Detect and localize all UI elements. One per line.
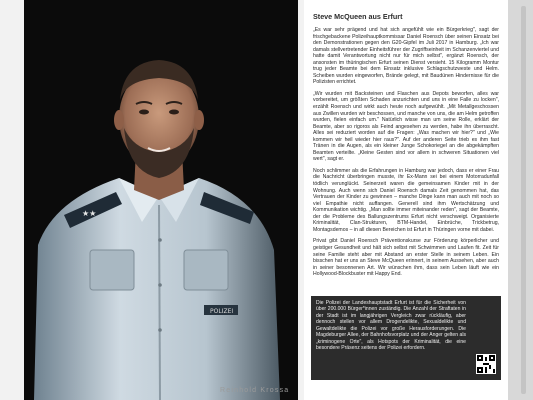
article-paragraph-3: Noch schlimmer als die Erfahrungen in Hamburg war jedoch, dass er einer Frau die Nachricht überbringen musste, ihr Ex-Mann sei bei einem Motorradunfall tödlich verunglückt. Seinerzeit waren die gemeinsamen Kinder mit in der Wohnung. Auch wenn sich Daniel Roensch damals Zeit genommen hat, das Vertrauen der Kinder zu gewinnen – manche Dinge kann man auch mit noch so viel Empathie nicht auffangen. Generell sind ihm Wertschätzung und Kommunikation wichtig. „Man sollte immer miteinander reden", sagt der Beamte, der die Probleme des Ballungszentrums Erfurt nicht verschweigt. Organisierte Kriminalität, Clan-Strukturen, BTM-Handel, Einbrüche, Trickbetrug, Montagsdemos – in all diesen Bereichen ist Erfurt in Thüringen vorne mit dabei. xyxy=(313,167,499,233)
portrait-illustration xyxy=(24,0,298,400)
article-paragraph-2: „Wir wurden mit Backsteinen und Flaschen aus Depots beworfen, alles war vorbereitet, um größten Schaden anzurichten und uns in eine Falle zu locken", erzählt Roensch und wirkt auch heute noch aufgewühlt. „Mit Metallgeschossen aus Zwillen wurden wir beschossen, und manche von uns, die am Helm getroffen wurden, fielen einfach um." Natürlich wisse man um seine Rolle, erklärt der Beamte, aber so rigoros als Feind angesehen zu werden, habe ihn überrascht. Alles sei reduziert worden auf die Fragen: „Was machen wir hier?" und „Wie kommen wir heil wieder hier raus?". Auf der anderen Seite trieb es ihm fast Tränen in die Augen, als ein kleiner Junge Schokoriegel an die abgekämpften Beamten verteilte. „Kleine Gesten sind vor allem in schweren Situationen viel wert", sagt er. xyxy=(313,90,499,163)
info-box xyxy=(311,296,501,380)
article-paragraph-1: „Es war sehr prägend und hat sich angefühlt wie ein Bürgerkrieg", sagt der frischgebackene Polizeihauptkommissar Daniel Roensch über seinen Einsatz bei den Demonstrationen gegen den G20-Gipfel im Juli 2017 in Hamburg. „Ich war damals stellvertretender Einheitsführer der Zugriffseinheit im Schanzenviertel und hatte damit Verantwortung nicht nur für mich selbst", ergänzt Roensch, der ansonsten im thüringischen Erfurt seinen Dienst versieht. 15 Kilogramm Montur trug jeder Beamte bei dem Einsatz inklusive Schlagschutzweste und Helm. Scheiben wurden eingeworfen, Brände gelegt, mit Baudünen Hindernisse für die Polizisten errichtet. xyxy=(313,27,499,86)
article-paragraph-4: Privat gibt Daniel Roensch Präventionskurse zur Förderung körperlicher und geistiger Gesundheit und hält sich selbst mit Schwimmen und Laufen fit. Zeit für seine Familie steht aber mit Abstand an erster Stelle in seinem Leben. Ein bisschen hat er uns an Steve McQueen erinnert, in seinem Aussehen, aber auch in seiner besonnenen Art. Wir wünschen ihm, dass sein Leben läuft wie ein Hollywood-Blockbuster mit Happy End. xyxy=(313,238,499,278)
qr-code-icon[interactable] xyxy=(476,354,496,374)
svg-text:★★: ★★ xyxy=(82,209,97,218)
info-box-text: Die Polizei der Landeshauptstadt Erfurt ist für die Sicherheit von über 200.000 Bürger*innen zuständig. Die Anzahl der Straftaten in der Stadt ist im langjährigen Vergleich zwar rückläufig, aber dennoch stellen vor allem Drogendelikte, Sexualdelikte und Gewaltdelikte die Polizei vor große Herausforderungen. Die Magdeburger Allee, der Bahnhofsvorplatz und der Anger gelten als „kriminogene Orte", als Hotspots der Kriminalität, die eine besondere Präsenz seitens der Polizei erfordern. xyxy=(316,300,466,352)
article-title: Steve McQueen aus Erfurt xyxy=(313,12,403,21)
portrait-photo xyxy=(24,0,298,400)
photo-credit: Reinhold Krossa xyxy=(220,387,290,394)
scrollbar[interactable] xyxy=(521,6,526,394)
svg-text:POLIZEI: POLIZEI xyxy=(210,308,234,315)
